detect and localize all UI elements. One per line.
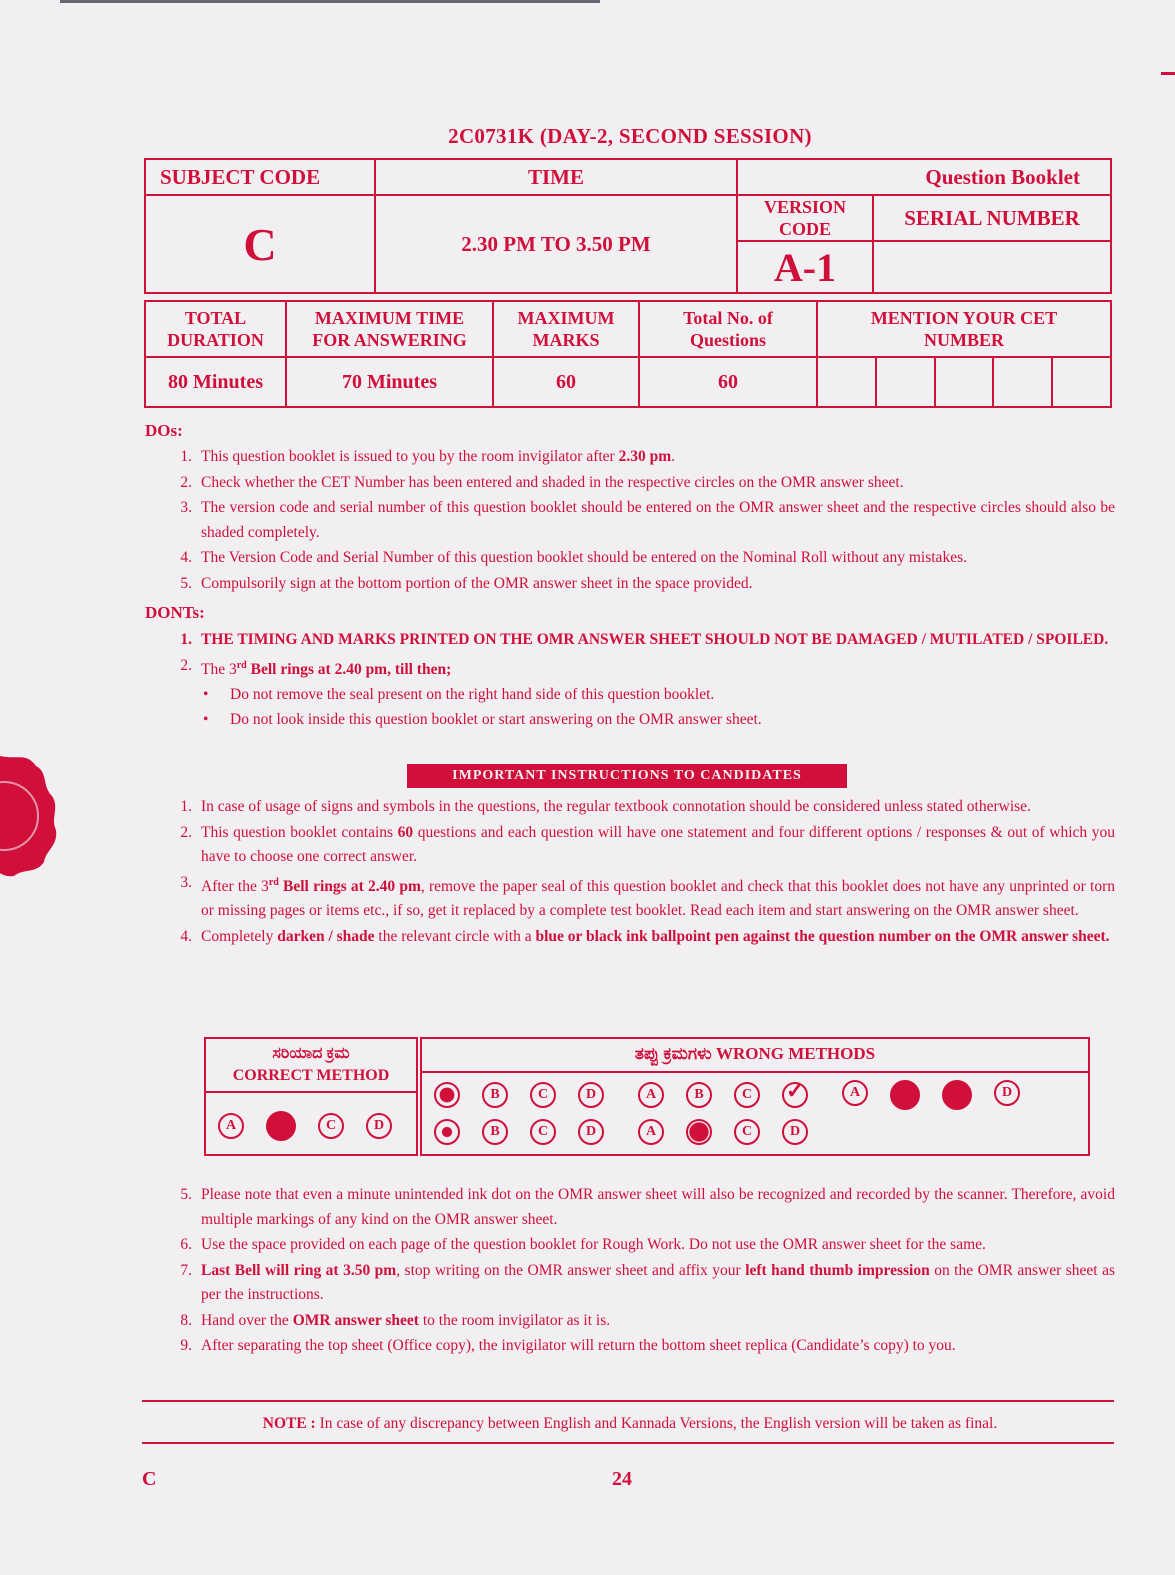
list-item: 6. Use the space provided on each page of the question booklet for Rough Work. Do not use the OMR answer sheet for the same. (180, 1236, 986, 1253)
question-booklet-label: Question Booklet (737, 159, 1111, 195)
bubble-b: B (482, 1082, 508, 1108)
note: NOTE : In case of any discrepancy between English and Kannada Versions, the English version will be taken as final. (262, 1415, 998, 1432)
serial-number-label: SERIAL NUMBER (873, 195, 1111, 241)
total-questions-value: 60 (639, 357, 817, 407)
confidential-seal-icon[interactable] (0, 750, 62, 880)
bubble-partial (686, 1119, 712, 1145)
version-code-label: VERSION CODE (737, 195, 873, 241)
bubble-filled (890, 1080, 920, 1110)
bubble-a: A (638, 1119, 664, 1145)
bubble-crossed (434, 1082, 460, 1108)
list-item: 3. The version code and serial number of this question booklet should be entered on the OMR answer sheet and the respective circles should also be shaded completely. (180, 499, 1115, 541)
list-item: 1. THE TIMING AND MARKS PRINTED ON THE OMR ANSWER SHEET SHOULD NOT BE DAMAGED / MUTILATED / SPOILED. (180, 631, 1109, 648)
divider (142, 1442, 1114, 1444)
bubble-b: B (482, 1119, 508, 1145)
list-item: 5. Compulsorily sign at the bottom portion of the OMR answer sheet in the space provided. (180, 574, 753, 592)
list-item: 9. After separating the top sheet (Office copy), the invigilator will return the bottom sheet replica (Candidate’s copy) to you. (180, 1337, 956, 1354)
list-item: 2. This question booklet contains 60 questions and each question will have one statement and four different options / responses & out of which you have to choose one correct answer. (180, 823, 1115, 865)
bubble-d: D (578, 1119, 604, 1145)
instructions-list-a (170, 795, 1115, 950)
list-item: 3. After the 3rd Bell rings at 2.40 pm, remove the paper seal of this question booklet and check that this booklet does not have any unprinted or torn or missing pages or items etc., if so, get it replaced by a complete test booklet. Read each item and start answering on the OMR answer sheet. (180, 873, 1115, 920)
list-item: 8. Hand over the OMR answer sheet to the room invigilator as it is. (180, 1311, 611, 1329)
bubble-ticked: ✓ (782, 1082, 808, 1108)
version-code-value: A-1 (737, 241, 873, 293)
wrong-methods-header (422, 1039, 1088, 1073)
total-questions-label: Total No. of Questions (639, 301, 817, 357)
time-value: 2.30 PM TO 3.50 PM (375, 195, 737, 293)
list-item: 7. Last Bell will ring at 3.50 pm, stop writing on the OMR answer sheet and affix your left hand thumb impression on the OMR answer sheet as per the instructions. (180, 1261, 1115, 1303)
list-item: 4. Completely darken / shade the relevant circle with a blue or black ink ballpoint pen against the question number on the OMR answer sheet. (180, 927, 1110, 945)
list-item: 1. This question booklet is issued to you by the room invigilator after 2.30 pm. (180, 448, 676, 465)
bubble-d: D (578, 1082, 604, 1108)
page-title: 2C0731K (DAY-2, SECOND SESSION) (448, 124, 812, 148)
list-item: 2. The 3rd Bell rings at 2.40 pm, till then; (180, 656, 452, 678)
bubble-c: C (734, 1119, 760, 1145)
scan-edge-line (60, 0, 600, 3)
donts-heading: DONTs: (145, 603, 205, 622)
wrong-methods-label: WRONG METHODS (715, 1044, 876, 1063)
cet-number-box[interactable] (876, 357, 935, 407)
bubble-d: D (994, 1080, 1020, 1106)
correct-method-label: CORRECT METHOD (232, 1067, 390, 1084)
duration-table (144, 300, 1112, 408)
cet-number-box[interactable] (993, 357, 1052, 407)
bubble-filled (942, 1080, 972, 1110)
bubble-dotted (434, 1119, 460, 1145)
page-number: 24 (612, 1468, 632, 1490)
list-item: 1. In case of usage of signs and symbols in the questions, the regular textbook connotation should be considered unless stated otherwise. (180, 798, 1031, 815)
bubble-c: C (734, 1082, 760, 1108)
max-marks-value: 60 (493, 357, 639, 407)
correct-method-kannada: ಸರಿಯಾದ ಕ್ರಮ (272, 1045, 350, 1062)
footer-subject-code: C (142, 1468, 157, 1490)
bubble-b: B (686, 1082, 712, 1108)
divider (142, 1400, 1114, 1402)
bubble-d: D (366, 1113, 392, 1139)
list-item: 4. The Version Code and Serial Number of this question booklet should be entered on the Nominal Roll without any mistakes. (180, 549, 967, 566)
bubble-a: A (218, 1113, 244, 1139)
time-label: TIME (375, 159, 737, 195)
cet-number-box[interactable] (1052, 357, 1111, 407)
total-duration-label: TOTAL DURATION (145, 301, 286, 357)
cet-number-label: MENTION YOUR CET NUMBER (817, 301, 1111, 357)
cet-number-box[interactable] (935, 357, 994, 407)
total-duration-value: 80 Minutes (145, 357, 286, 407)
cet-number-box[interactable] (817, 357, 876, 407)
bubble-a: A (638, 1082, 664, 1108)
dos-list (170, 445, 1115, 597)
wrong-bubble-row-1 (434, 1080, 1020, 1110)
serial-number-value[interactable] (873, 241, 1111, 293)
edge-mark (1161, 72, 1175, 75)
bullet-item: • Do not look inside this question booklet or start answering on the OMR answer sheet. (203, 710, 762, 728)
max-time-value: 70 Minutes (286, 357, 493, 407)
dos-heading: DOs: (145, 421, 183, 440)
bubble-c: C (530, 1082, 556, 1108)
bubble-filled (266, 1111, 296, 1141)
booklet-info-table (144, 158, 1112, 294)
donts-list (170, 628, 1115, 732)
instructions-list-b (170, 1183, 1115, 1360)
wrong-bubble-row-2 (434, 1119, 808, 1145)
bubble-c: C (318, 1113, 344, 1139)
correct-method-box (204, 1037, 418, 1156)
correct-bubble-row (218, 1111, 392, 1141)
wrong-methods-kannada: ತಪ್ಪು ಕ್ರಮಗಳು (634, 1044, 712, 1063)
seal-text (0, 775, 1, 857)
bubble-a: A (842, 1080, 868, 1106)
bullet-item: • Do not remove the seal present on the right hand side of this question booklet. (203, 686, 715, 704)
bubble-c: C (530, 1119, 556, 1145)
subject-code-label: SUBJECT CODE (145, 159, 375, 195)
max-time-label: MAXIMUM TIME FOR ANSWERING (286, 301, 493, 357)
instructions-banner: IMPORTANT INSTRUCTIONS TO CANDIDATES (407, 764, 847, 788)
list-item: 5. Please note that even a minute unintended ink dot on the OMR answer sheet will also be recognized and recorded by the scanner. Therefore, avoid multiple markings of any kind on the OMR answer sheet. (180, 1186, 1115, 1228)
subject-code-value: C (145, 195, 375, 293)
bubble-d: D (782, 1119, 808, 1145)
list-item: 2. Check whether the CET Number has been entered and shaded in the respective circles on the OMR answer sheet. (180, 473, 904, 491)
max-marks-label: MAXIMUM MARKS (493, 301, 639, 357)
wrong-methods-box (420, 1037, 1090, 1156)
